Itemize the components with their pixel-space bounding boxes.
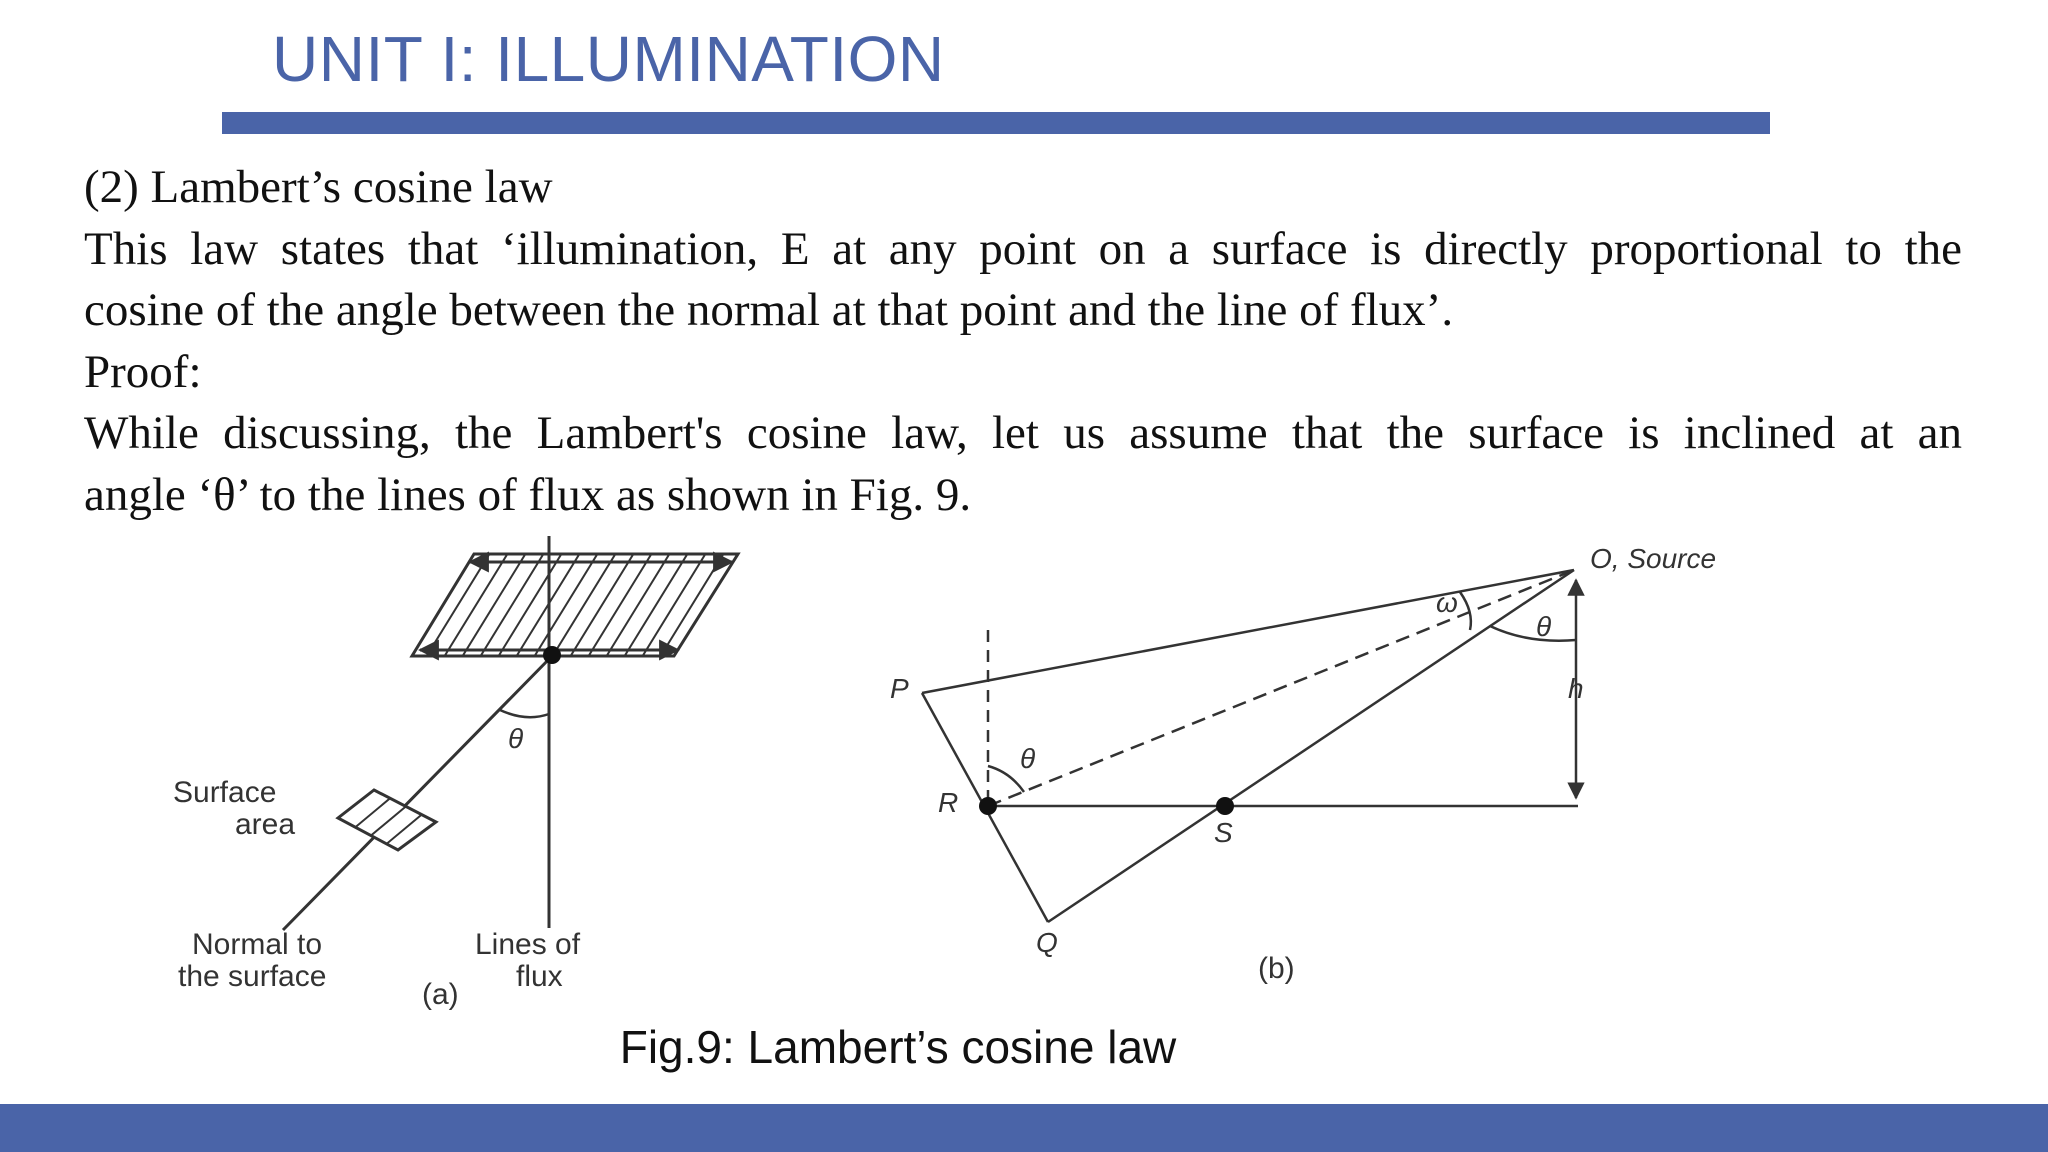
normal-label-line2: the surface xyxy=(178,960,327,993)
omega-arc xyxy=(1460,592,1471,630)
figure-b xyxy=(890,543,1716,985)
surface-area-label-line1: Surface xyxy=(173,776,277,809)
incidence-point xyxy=(543,646,561,664)
flux-label-line2: flux xyxy=(516,960,563,993)
normal-label-line1: Normal to xyxy=(192,928,323,961)
theta-arc-a xyxy=(500,710,549,717)
surface-area-diamond xyxy=(338,790,448,864)
line-oq xyxy=(1048,570,1574,922)
panel-label-b: (b) xyxy=(1258,952,1295,985)
lambert-figure xyxy=(0,530,1800,1020)
panel-label-a: (a) xyxy=(422,978,459,1011)
law-statement-line-2: cosine of the angle between the normal at that point and the line of flux’. xyxy=(84,284,1454,336)
law-statement-line-1: This law states that ‘illumination, E at any point on a surface is directly proportional to the xyxy=(84,223,1962,275)
theta-arc-r xyxy=(988,766,1024,792)
r-label: R xyxy=(938,787,959,818)
title-underline xyxy=(222,112,1770,134)
surface-area-label-line2: area xyxy=(235,808,296,841)
line-ro-dashed xyxy=(988,570,1574,806)
point-r-dot xyxy=(979,797,997,815)
figure-caption: Fig.9: Lambert’s cosine law xyxy=(619,1021,1177,1073)
proof-label: Proof: xyxy=(84,346,202,398)
proof-line-2: angle ‘θ’ to the lines of flux as shown in Fig. 9. xyxy=(84,469,972,521)
proof-line-1: While discussing, the Lambert's cosine law, let us assume that the surface is inclined at an xyxy=(84,407,1962,459)
theta-arc-top xyxy=(1490,626,1576,641)
p-label: P xyxy=(890,673,909,704)
section-heading: (2) Lambert’s cosine law xyxy=(84,161,553,213)
slide-title: UNIT I: ILLUMINATION xyxy=(272,23,945,95)
s-label: S xyxy=(1214,817,1233,848)
q-label: Q xyxy=(1036,927,1058,958)
figure-a xyxy=(173,536,750,1011)
h-label: h xyxy=(1568,673,1584,704)
theta-label-a: θ xyxy=(508,723,524,754)
source-label: O, Source xyxy=(1590,543,1717,574)
normal-line xyxy=(283,655,553,930)
theta-label-top: θ xyxy=(1536,611,1552,642)
theta-label-r: θ xyxy=(1020,743,1036,774)
flux-label-line1: Lines of xyxy=(475,928,581,961)
point-s-dot xyxy=(1216,797,1234,815)
line-op xyxy=(922,570,1574,693)
omega-label: ω xyxy=(1436,587,1458,618)
footer-bar xyxy=(0,1104,2048,1152)
